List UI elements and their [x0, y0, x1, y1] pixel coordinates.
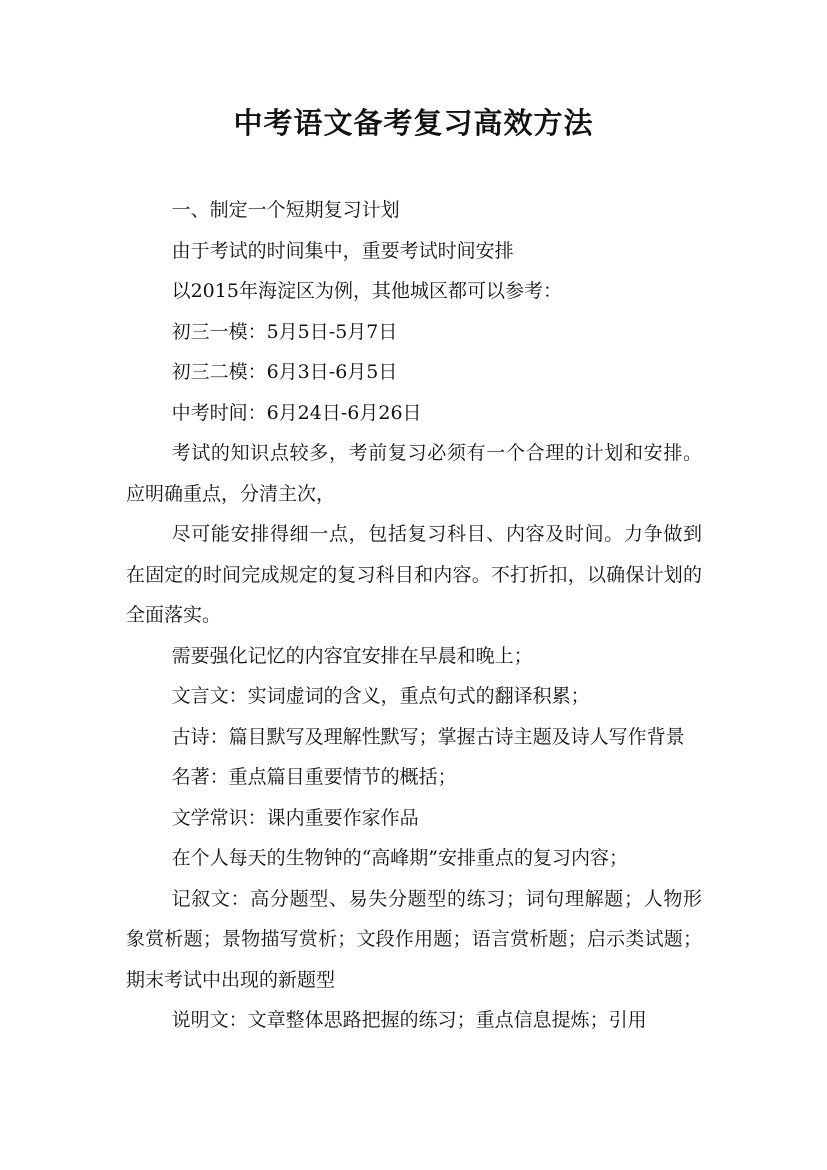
paragraph: 文言文：实词虚词的含义，重点句式的翻译积累；: [171, 685, 590, 707]
paragraph: 古诗：篇目默写及理解性默写；掌握古诗主题及诗人写作背景: [171, 725, 685, 748]
paragraph: 名著：重点篇目重要情节的概括；: [171, 766, 457, 788]
paragraph: 初三一模：5月5日-5月7日: [171, 320, 398, 343]
paragraph: 考试的知识点较多，考前复习必须有一个合理的计划和安排。应明确重点，分清主次，: [126, 442, 702, 505]
paragraph: 需要强化记忆的内容宜安排在早晨和晚上；: [171, 644, 533, 667]
paragraph: 文学常识：课内重要作家作品: [171, 806, 419, 829]
paragraph: 由于考试的时间集中，重要考试时间安排: [171, 239, 514, 262]
paragraph: 在个人每天的生物钟的“高峰期”安排重点的复习内容；: [171, 847, 629, 869]
paragraph: 一、制定一个短期复习计划: [171, 199, 400, 221]
document-body: [126, 190, 702, 1041]
paragraph: 尽可能安排得细一点，包括复习科目、内容及时间。力争做到在固定的时间完成规定的复习科目和内容。不打折扣，以确保计划的全面落实。: [126, 523, 702, 626]
paragraph: 说明文：文章整体思路把握的练习；重点信息提炼；引用: [171, 1009, 647, 1031]
paragraph: 初三二模：6月3日-6月5日: [171, 361, 398, 383]
paragraph: 记叙文：高分题型、易失分题型的练习；词句理解题；人物形象赏析题；景物描写赏析；文段作用题；语言赏析题；启示类试题；期末考试中出现的新题型: [126, 887, 702, 991]
paragraph: 中考时间：6月24日-6月26日: [171, 401, 422, 424]
document-title: 中考语文备考复习高效方法: [233, 106, 594, 140]
paragraph: 以2015年海淀区为例，其他城区都可以参考：: [171, 280, 562, 302]
